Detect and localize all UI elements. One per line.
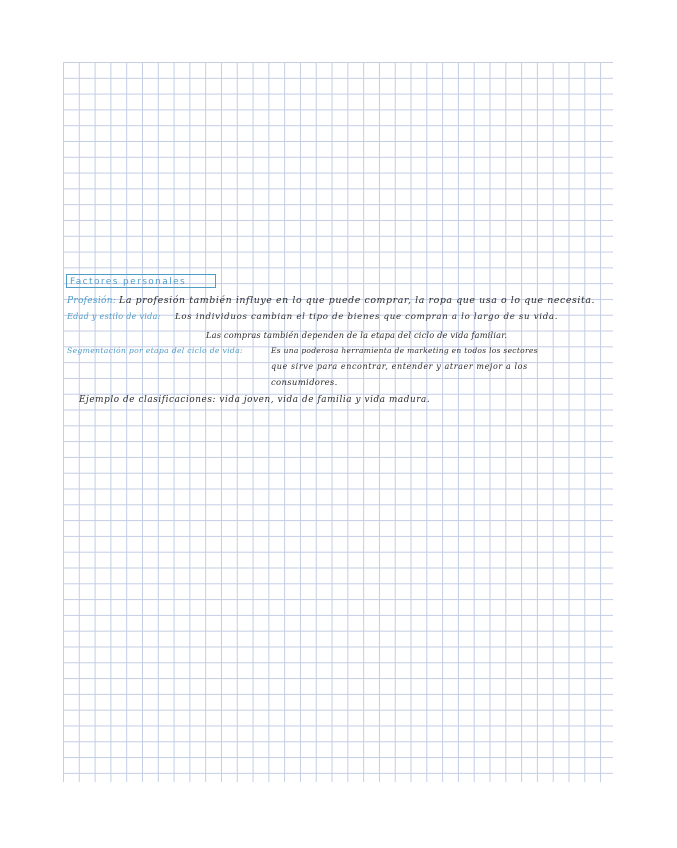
label-profesion: Profesión: (67, 296, 117, 306)
label-segmentacion: Segmentación por etapa del ciclo de vida: (67, 346, 243, 355)
page-title: Factores personales (70, 277, 187, 287)
label-edad-estilo: Edad y estilo de vida: (67, 312, 161, 321)
text-profesion: La profesión también influye en lo que puede comprar, la ropa que usa o lo que necesita. (119, 295, 596, 306)
title-underline (103, 287, 207, 288)
text-ejemplo: Ejemplo de clasificaciones: vida joven, vida de familia y vida madura. (79, 395, 431, 405)
grid-paper (63, 62, 613, 782)
text-segmentacion: Es una poderosa herramienta de marketing en todos los sectores (271, 346, 538, 355)
text-segmentacion-3: consumidores. (271, 378, 338, 388)
text-segmentacion-2: que sirve para encontrar, entender y atraer mejor a los (271, 362, 528, 371)
text-edad-estilo: Los individuos cambian el tipo de bienes que compran a lo largo de su vida. (175, 312, 559, 322)
text-ciclo-vida: Las compras también dependen de la etapa del ciclo de vida familiar. (206, 330, 508, 340)
